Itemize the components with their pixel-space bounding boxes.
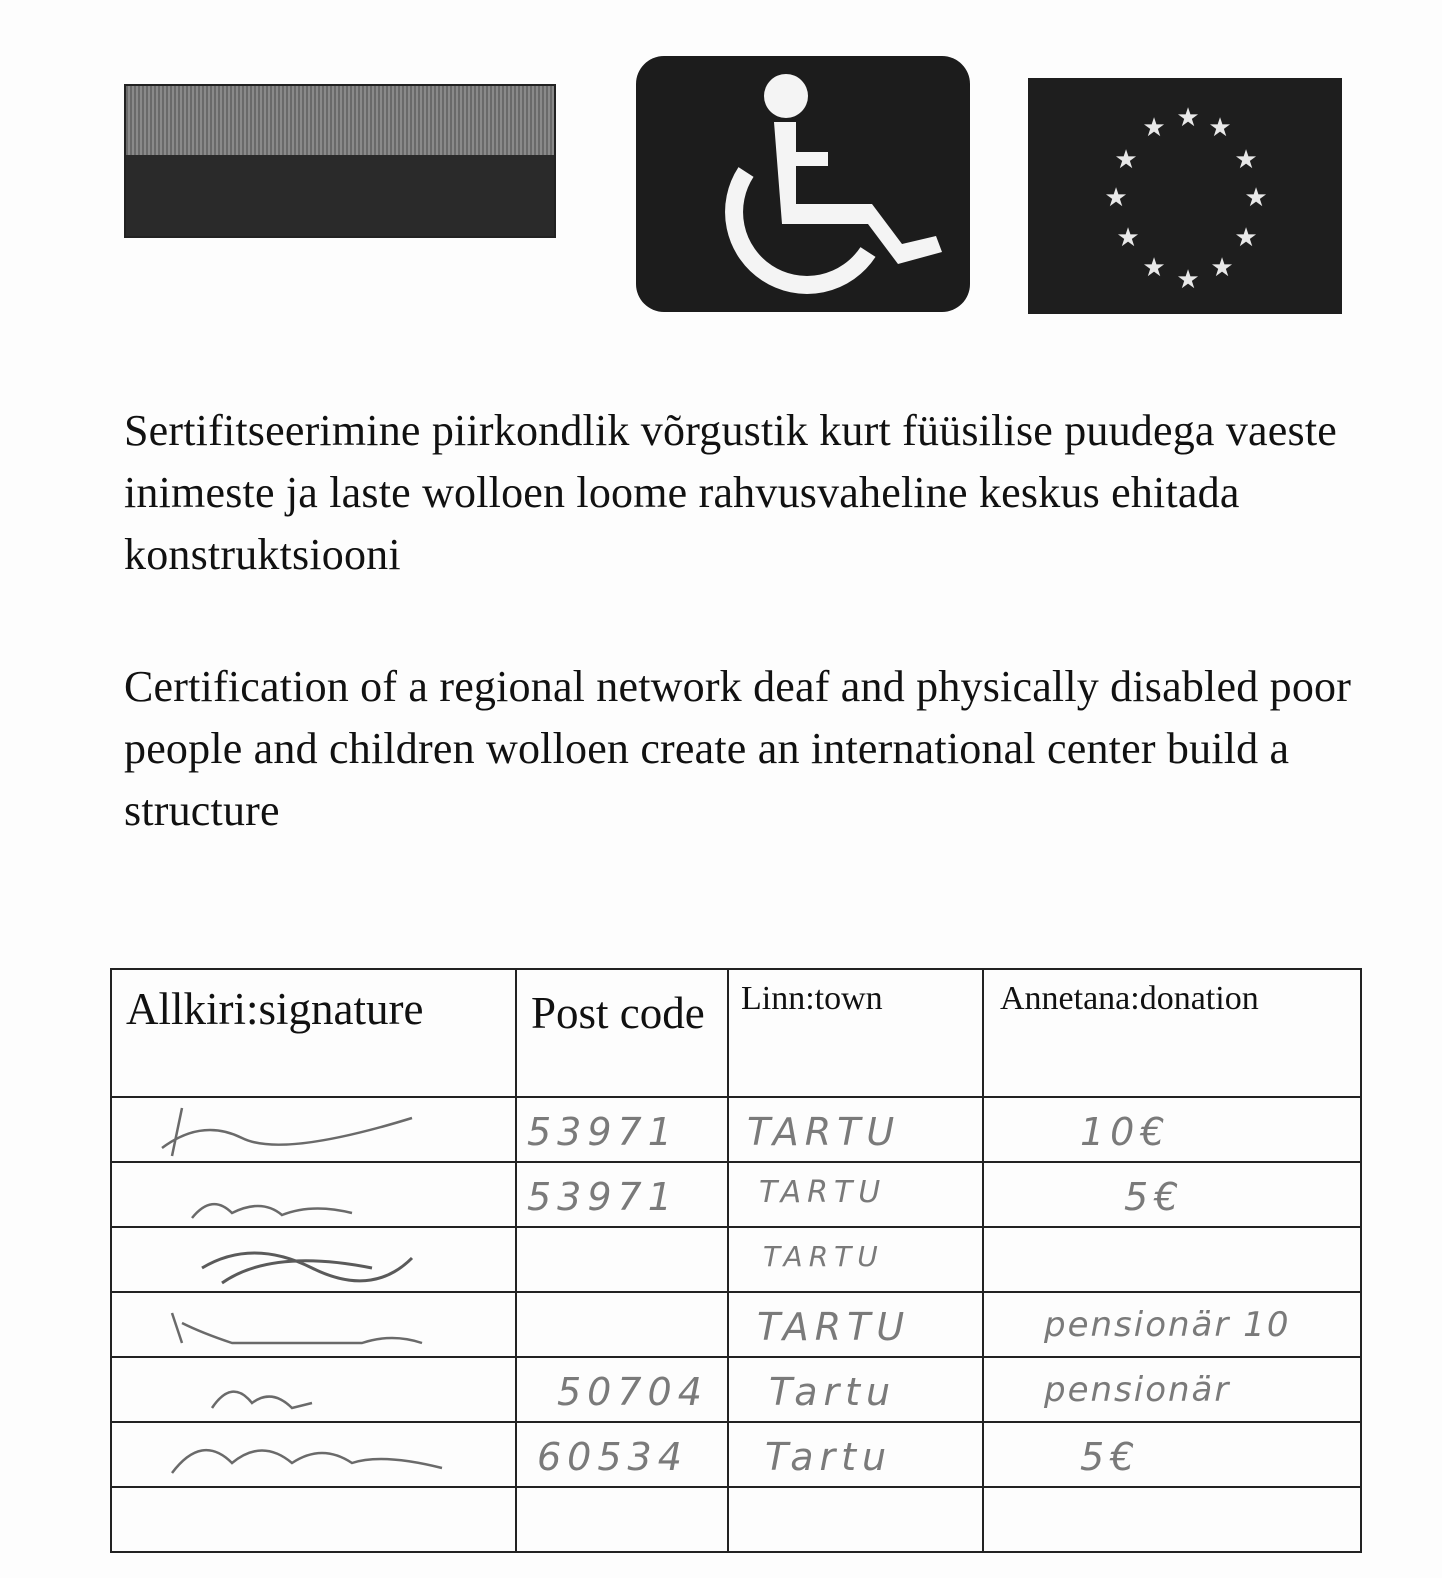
flag-stripe-bottom <box>126 155 554 236</box>
wheelchair-symbol-svg <box>636 56 970 312</box>
svg-text:★: ★ <box>1176 103 1200 133</box>
table-row <box>111 1487 1361 1552</box>
header-signature: Allkiri:signature <box>111 969 516 1097</box>
handwritten-signature <box>112 1358 517 1421</box>
post-code-cell: 60534 <box>516 1422 728 1487</box>
town-cell: TARTU <box>728 1292 983 1357</box>
donation-cell <box>983 1227 1361 1292</box>
wheelchair-icon <box>636 56 970 312</box>
signature-table <box>110 968 1362 1553</box>
signature-cell <box>111 1162 516 1227</box>
svg-text:★: ★ <box>1104 183 1128 213</box>
signature-cell <box>111 1227 516 1292</box>
donation-cell: 10€ <box>983 1097 1361 1162</box>
svg-text:★: ★ <box>1234 145 1258 175</box>
donation-cell: pensionär <box>983 1357 1361 1422</box>
svg-text:★: ★ <box>1244 183 1268 213</box>
donation-cell <box>983 1487 1361 1552</box>
town-cell: TARTU <box>728 1227 983 1292</box>
estonia-flag-logo <box>124 84 556 238</box>
signature-cell <box>111 1292 516 1357</box>
post-code-cell <box>516 1227 728 1292</box>
post-code-cell: 50704 <box>516 1357 728 1422</box>
table-row <box>111 1357 1361 1422</box>
svg-text:★: ★ <box>1142 253 1166 283</box>
post-code-cell: 53971 <box>516 1162 728 1227</box>
signature-cell <box>111 1422 516 1487</box>
town-cell: Tartu <box>728 1357 983 1422</box>
table-row <box>111 1097 1361 1162</box>
svg-text:★: ★ <box>1142 113 1166 143</box>
header-donation: Annetana:donation <box>983 969 1361 1097</box>
table-header-row <box>111 969 1361 1097</box>
table-row <box>111 1227 1361 1292</box>
post-code-cell <box>516 1292 728 1357</box>
english-description: Certification of a regional network deaf and physically disabled poor people and children wolloen create an international center build a structure <box>124 662 1352 835</box>
post-code-cell: 53971 <box>516 1097 728 1162</box>
post-code-cell <box>516 1487 728 1552</box>
signature-cell <box>111 1487 516 1552</box>
table-row <box>111 1162 1361 1227</box>
svg-text:★: ★ <box>1234 223 1258 253</box>
donation-cell: 5€ <box>983 1162 1361 1227</box>
town-cell: TARTU <box>728 1162 983 1227</box>
handwritten-signature <box>112 1293 517 1356</box>
flag-stripe-top <box>126 86 554 155</box>
signature-cell <box>111 1357 516 1422</box>
svg-text:★: ★ <box>1114 145 1138 175</box>
signature-cell <box>111 1097 516 1162</box>
svg-text:★: ★ <box>1210 253 1234 283</box>
table-row <box>111 1292 1361 1357</box>
header-post-code: Post code <box>516 969 728 1097</box>
table-row <box>111 1422 1361 1487</box>
donation-cell: pensionär 10 <box>983 1292 1361 1357</box>
handwritten-signature <box>112 1163 517 1226</box>
estonian-description: Sertifitseerimine piirkondlik võrgustik kurt füüsilise puudega vaeste inimeste ja laste wolloen loome rahvusvaheline keskus ehitada konstruktsiooni <box>124 406 1337 579</box>
svg-text:★: ★ <box>1176 265 1200 295</box>
handwritten-signature <box>112 1098 517 1161</box>
town-cell: TARTU <box>728 1097 983 1162</box>
svg-text:★: ★ <box>1208 113 1232 143</box>
handwritten-signature <box>112 1423 517 1486</box>
handwritten-signature <box>112 1228 517 1291</box>
town-cell <box>728 1487 983 1552</box>
header-town: Linn:town <box>728 969 983 1097</box>
eu-stars-svg <box>1028 78 1342 314</box>
eu-flag-logo <box>1028 78 1342 314</box>
donation-cell: 5€ <box>983 1422 1361 1487</box>
town-cell: Tartu <box>728 1422 983 1487</box>
svg-text:★: ★ <box>1116 223 1140 253</box>
